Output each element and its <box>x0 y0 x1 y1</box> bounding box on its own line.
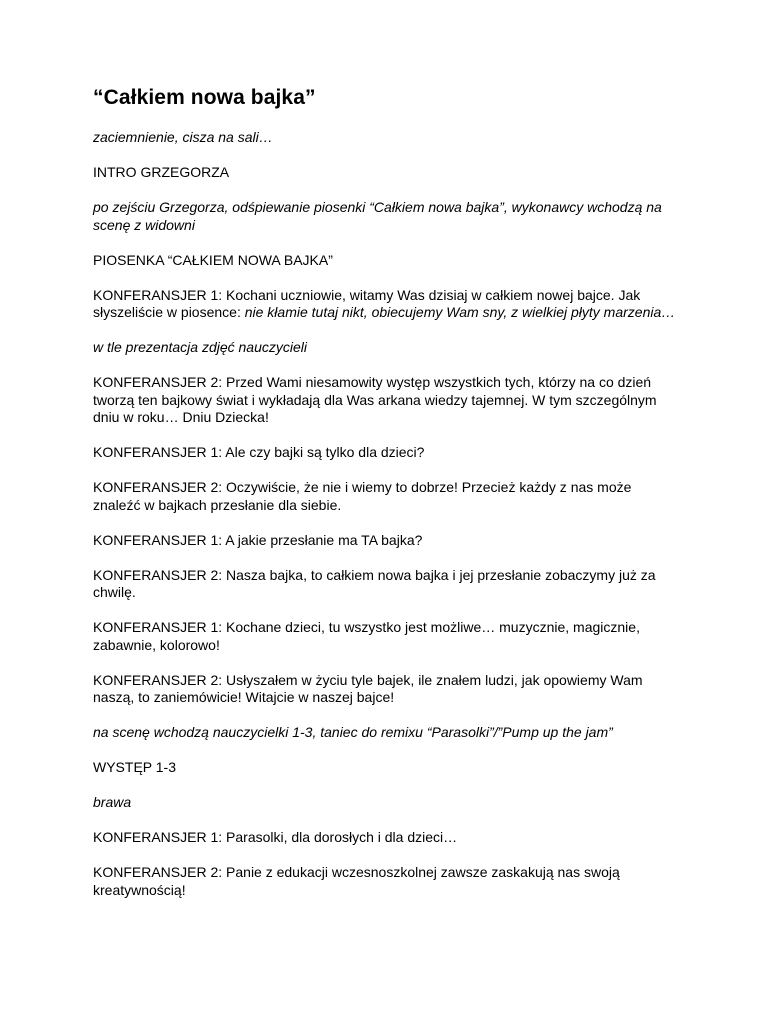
section-heading: WYSTĘP 1-3 <box>93 759 176 775</box>
document-title: “Całkiem nowa bajka” <box>93 86 316 109</box>
dialogue-line: KONFERANSJER 1: Ale czy bajki są tylko dla dzieci? <box>93 444 425 460</box>
stage-direction: po zejściu Grzegorza, odśpiewanie piosenki “Całkiem nowa bajka”, wykonawcy wchodzą na scenę z widowni <box>93 199 662 233</box>
dialogue-line <box>93 287 676 322</box>
stage-direction: w tle prezentacja zdjęć nauczycieli <box>93 339 307 355</box>
dialogue-line: KONFERANSJER 2: Oczywiście, że nie i wiemy to dobrze! Przecież każdy z nas może znaleźć w bajkach przesłanie dla siebie. <box>93 479 632 513</box>
stage-direction: na scenę wchodzą nauczycielki 1-3, taniec do remixu “Parasolki”/”Pump up the jam” <box>93 724 613 740</box>
dialogue-line: KONFERANSJER 2: Usłyszałem w życiu tyle bajek, ile znałem ludzi, jak opowiemy Wam naszą, to zaniemówicie! Witajcie w naszej bajce! <box>93 671 643 705</box>
dialogue-line: KONFERANSJER 1: Kochane dzieci, tu wszystko jest możliwe… muzycznie, magicznie, zabawnie, kolorowo! <box>93 619 640 653</box>
stage-direction: zaciemnienie, cisza na sali… <box>93 129 273 145</box>
dialogue-line: KONFERANSJER 2: Nasza bajka, to całkiem nowa bajka i jej przesłanie zobaczymy już za chwilę. <box>93 566 656 600</box>
dialogue-text: KONFERANSJER 1: Kochani uczniowie, witamy Was dzisiaj w całkiem nowej bajce. Jak słyszeliście w piosence: <box>93 286 641 320</box>
stage-direction: brawa <box>93 794 132 810</box>
section-heading: PIOSENKA “CAŁKIEM NOWA BAJKA” <box>93 251 333 268</box>
song-quote: nie kłamie tutaj nikt, obiecujemy Wam sny, z wielkiej płyty marzenia… <box>244 304 676 320</box>
dialogue-line: KONFERANSJER 2: Przed Wami niesamowity występ wszystkich tych, którzy na co dzień tworzą ten bajkowy świat i wykładają dla Was arkana wiedzy tajemnej. W tym szczególnym dniu w roku… Dniu Dziecka! <box>93 374 657 425</box>
section-heading: INTRO GRZEGORZA <box>93 164 230 180</box>
dialogue-line: KONFERANSJER 1: A jakie przesłanie ma TA bajka? <box>93 531 423 548</box>
dialogue-line: KONFERANSJER 1: Parasolki, dla dorosłych i dla dzieci… <box>93 829 458 845</box>
dialogue-line: KONFERANSJER 2: Panie z edukacji wczesnoszkolnej zawsze zaskakują nas swoją kreatywnością! <box>93 864 620 898</box>
